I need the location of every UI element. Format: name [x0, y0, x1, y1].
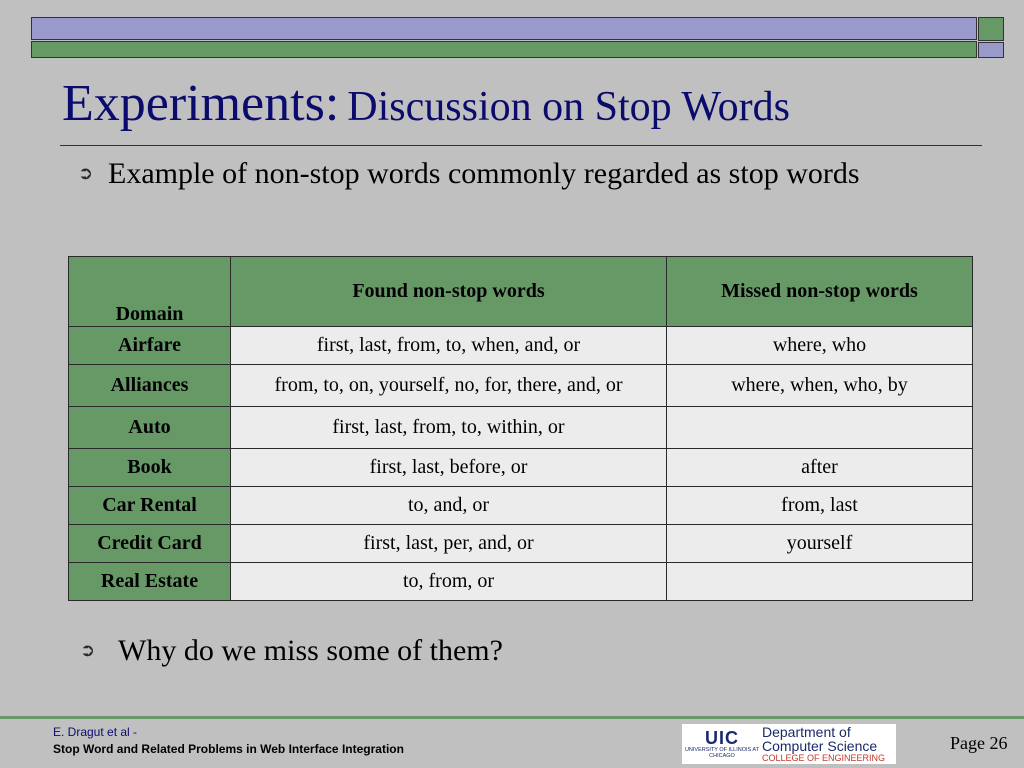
- header-bar-blue: [31, 17, 977, 40]
- header-bar-green: [31, 41, 977, 58]
- footer-talk-title: Stop Word and Related Problems in Web Interface Integration: [53, 742, 404, 756]
- bullet-2-text: Why do we miss some of them?: [118, 634, 503, 667]
- table-row: [69, 407, 973, 449]
- header-domain: Domain: [69, 257, 231, 327]
- logo-dept-line1: Department of: [762, 724, 851, 740]
- cell-found: first, last, from, to, within, or: [231, 407, 667, 449]
- cell-domain: Book: [69, 449, 231, 487]
- cell-domain: Alliances: [69, 365, 231, 407]
- table-row: [69, 563, 973, 601]
- uic-cs-logo: [682, 724, 896, 764]
- cell-domain: Airfare: [69, 327, 231, 365]
- arrow-bullet-icon: ➲: [78, 163, 94, 184]
- cell-found: first, last, before, or: [231, 449, 667, 487]
- cell-missed: after: [667, 449, 973, 487]
- header-found: Found non-stop words: [231, 257, 667, 327]
- logo-university: UNIVERSITY OF ILLINOIS AT CHICAGO: [684, 746, 760, 759]
- logo-department: [762, 725, 896, 763]
- table-row: [69, 487, 973, 525]
- cell-missed: where, when, who, by: [667, 365, 973, 407]
- bullet-1: [78, 153, 898, 194]
- slide-title: [62, 74, 790, 133]
- cell-missed: [667, 407, 973, 449]
- cell-domain: Auto: [69, 407, 231, 449]
- header-corner-green: [978, 17, 1004, 41]
- cell-found: to, and, or: [231, 487, 667, 525]
- cell-domain: Car Rental: [69, 487, 231, 525]
- bullet-2: [80, 630, 780, 671]
- table-row: [69, 525, 973, 563]
- cell-missed: yourself: [667, 525, 973, 563]
- cell-missed: where, who: [667, 327, 973, 365]
- footer-divider: [0, 716, 1024, 719]
- arrow-bullet-icon: ➲: [80, 640, 96, 661]
- logo-uic: UIC: [705, 727, 739, 748]
- cell-missed: [667, 563, 973, 601]
- uic-mark: [682, 729, 762, 759]
- stop-words-table: [68, 256, 973, 601]
- header-missed: Missed non-stop words: [667, 257, 973, 327]
- bullet-1-text: Example of non-stop words commonly regarded as stop words: [108, 157, 860, 190]
- cell-found: first, last, from, to, when, and, or: [231, 327, 667, 365]
- table-row: [69, 327, 973, 365]
- title-divider: [60, 145, 982, 146]
- cell-domain: Real Estate: [69, 563, 231, 601]
- cell-found: first, last, per, and, or: [231, 525, 667, 563]
- logo-dept-line2: Computer Science: [762, 738, 878, 754]
- cell-domain: Credit Card: [69, 525, 231, 563]
- footer-author: E. Dragut et al -: [53, 725, 138, 739]
- header-corner-blue: [978, 42, 1004, 58]
- table-header-row: [69, 257, 973, 327]
- table-row: [69, 365, 973, 407]
- slide-title-sub: Discussion on Stop Words: [347, 84, 790, 130]
- cell-found: to, from, or: [231, 563, 667, 601]
- cell-missed: from, last: [667, 487, 973, 525]
- logo-college: COLLEGE OF ENGINEERING: [762, 753, 886, 763]
- cell-found: from, to, on, yourself, no, for, there, and, or: [231, 365, 667, 407]
- slide-title-main: Experiments:: [62, 75, 340, 132]
- table-row: [69, 449, 973, 487]
- page-number: Page 26: [950, 733, 1008, 753]
